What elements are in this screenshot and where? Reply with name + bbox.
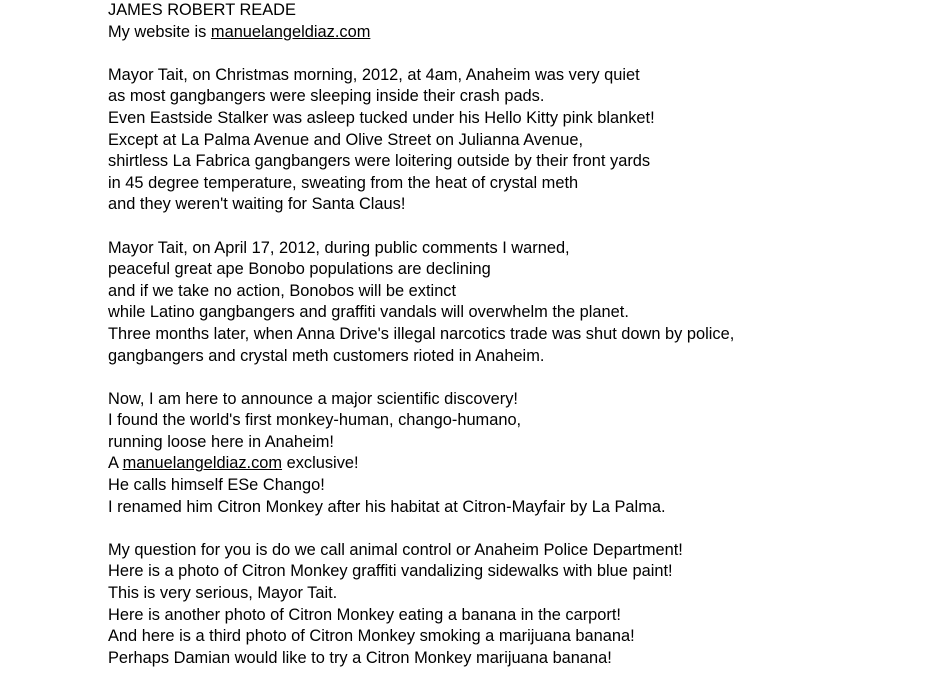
paragraph-line: as most gangbangers were sleeping inside their crash pads. (108, 87, 545, 106)
paragraph-line: I found the world's first monkey-human, chango-humano, (108, 411, 522, 430)
paragraph-line: and they weren't waiting for Santa Claus! (108, 195, 406, 214)
website-line (108, 22, 923, 44)
paragraph-line: And here is a third photo of Citron Monkey smoking a marijuana banana! (108, 627, 635, 646)
paragraph-discovery (108, 389, 923, 519)
paragraph-bonobo (108, 238, 923, 368)
paragraph-line: This is very serious, Mayor Tait. (108, 584, 338, 603)
paragraph-line: He calls himself ESe Chango! (108, 476, 325, 495)
paragraph-line: shirtless La Fabrica gangbangers were loitering outside by their front yards (108, 152, 651, 171)
spacer (108, 367, 923, 389)
website-link[interactable]: manuelangeldiaz.com (122, 454, 283, 473)
paragraph-line: and if we take no action, Bonobos will be extinct (108, 281, 457, 300)
paragraph-christmas (108, 65, 923, 216)
paragraph-line: gangbangers and crystal meth customers rioted in Anaheim. (108, 346, 545, 365)
website-prefix: My website is (108, 22, 211, 41)
paragraph-line: Perhaps Damian would like to try a Citron Monkey marijuana banana! (108, 648, 612, 667)
paragraph-line: Three months later, when Anna Drive's illegal narcotics trade was shut down by police, (108, 324, 735, 343)
spacer (108, 518, 923, 540)
paragraph-line: Except at La Palma Avenue and Olive Street on Julianna Avenue, (108, 130, 584, 149)
paragraph-line: Here is another photo of Citron Monkey eating a banana in the carport! (108, 605, 621, 624)
document-body (108, 0, 923, 669)
paragraph-line: Here is a photo of Citron Monkey graffiti vandalizing sidewalks with blue paint! (108, 562, 673, 581)
spacer (108, 216, 923, 238)
paragraph-line: Now, I am here to announce a major scientific discovery! (108, 389, 518, 408)
paragraph-line: in 45 degree temperature, sweating from the heat of crystal meth (108, 173, 579, 192)
spacer (108, 43, 923, 65)
paragraph-line: while Latino gangbangers and graffiti vandals will overwhelm the planet. (108, 303, 629, 322)
author-name: JAMES ROBERT READE (108, 1, 296, 19)
paragraph-line: peaceful great ape Bonobo populations are declining (108, 260, 491, 279)
exclusive-suffix: exclusive! (282, 454, 359, 473)
paragraph-line: Even Eastside Stalker was asleep tucked under his Hello Kitty pink blanket! (108, 108, 655, 127)
paragraph-line: I renamed him Citron Monkey after his habitat at Citron-Mayfair by La Palma. (108, 497, 666, 516)
website-link[interactable]: manuelangeldiaz.com (210, 22, 371, 41)
paragraph-line: My question for you is do we call animal control or Anaheim Police Department! (108, 540, 683, 559)
exclusive-prefix: A (108, 454, 123, 473)
paragraph-line: Mayor Tait, on April 17, 2012, during public comments I warned, (108, 238, 570, 257)
paragraph-line: running loose here in Anaheim! (108, 432, 334, 451)
paragraph-line: Mayor Tait, on Christmas morning, 2012, at 4am, Anaheim was very quiet (108, 65, 640, 84)
exclusive-line (108, 453, 923, 475)
paragraph-question (108, 540, 923, 670)
